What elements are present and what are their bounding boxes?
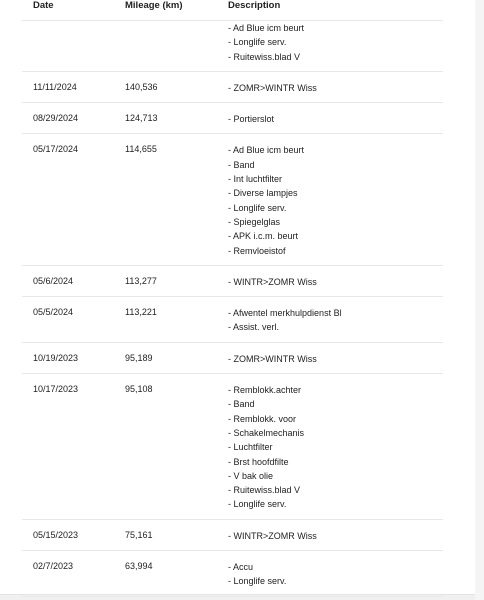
row-mileage: 114,655	[125, 144, 157, 155]
row-description-list	[228, 81, 443, 95]
description-item: - Ad Blue icm beurt	[228, 143, 443, 157]
row-description-list	[228, 112, 443, 126]
description-item: - Longlife serv.	[228, 201, 443, 215]
scrollbar[interactable]	[475, 0, 484, 600]
description-item: - Assist. verl.	[228, 320, 443, 334]
description-item: - Remblokk.achter	[228, 383, 443, 397]
row-mileage: 95,189	[125, 352, 153, 363]
row-description-list	[228, 143, 443, 257]
table-row	[22, 72, 443, 103]
description-item: - Remvloeistof	[228, 244, 443, 258]
row-mileage: 140,536	[125, 81, 158, 92]
description-item: - APK i.c.m. beurt	[228, 229, 443, 243]
description-item: - ZOMR>WINTR Wiss	[228, 81, 443, 95]
service-history-table	[22, 0, 443, 597]
description-item: - Longlife serv.	[228, 497, 443, 511]
table-header	[22, 0, 443, 21]
table-body	[22, 21, 443, 597]
row-mileage: 95,108	[125, 384, 153, 395]
row-date: 08/29/2024	[33, 113, 79, 124]
description-item: - Portierslot	[228, 112, 443, 126]
description-item: - Band	[228, 397, 443, 411]
description-item: - WINTR>ZOMR Wiss	[228, 275, 443, 289]
header-description: Description	[228, 0, 281, 11]
row-date: 10/19/2023	[33, 352, 79, 363]
description-item: - Ruitewiss.blad V	[228, 50, 443, 64]
header-date: Date	[33, 0, 54, 11]
row-date: 05/6/2024	[33, 275, 74, 286]
table-row	[22, 266, 443, 297]
description-item: - Luchtfilter	[228, 440, 443, 454]
row-date: 02/7/2023	[33, 561, 74, 572]
row-date: 05/17/2024	[33, 144, 79, 155]
row-mileage: 63,994	[125, 561, 153, 572]
description-item: - Band	[228, 158, 443, 172]
table-row	[22, 520, 443, 551]
row-description-list	[228, 383, 443, 512]
description-item: - Int luchtfilter	[228, 172, 443, 186]
table-row	[22, 374, 443, 520]
description-item: - WINTR>ZOMR Wiss	[228, 529, 443, 543]
table-row	[22, 297, 443, 343]
row-date: 05/15/2023	[33, 529, 79, 540]
row-description-list	[228, 275, 443, 289]
table-row	[22, 21, 443, 72]
description-item: - Ruitewiss.blad V	[228, 483, 443, 497]
description-item: - Afwentel merkhulpdienst Bl	[228, 306, 443, 320]
row-description-list	[228, 352, 443, 366]
table-row	[22, 343, 443, 374]
description-item: - Spiegelglas	[228, 215, 443, 229]
row-date: 11/11/2024	[33, 81, 77, 92]
row-mileage: 113,221	[125, 307, 157, 318]
description-item: - Diverse lampjes	[228, 186, 443, 200]
description-item: - Ad Blue icm beurt	[228, 21, 443, 35]
row-description-list	[228, 306, 443, 335]
description-item: - Remblokk. voor	[228, 412, 443, 426]
table-row	[22, 103, 443, 134]
description-item: - Brst hoofdfilte	[228, 455, 443, 469]
row-description-list	[228, 560, 443, 589]
description-item: - Schakelmechanis	[228, 426, 443, 440]
description-item: - Longlife serv.	[228, 35, 443, 49]
description-item: - Accu	[228, 560, 443, 574]
description-item: - ZOMR>WINTR Wiss	[228, 352, 443, 366]
row-mileage: 75,161	[125, 529, 153, 540]
table-row	[22, 134, 443, 265]
row-mileage: 124,713	[125, 113, 158, 124]
row-date: 05/5/2024	[33, 307, 74, 318]
row-description-list	[228, 21, 443, 64]
row-mileage: 113,277	[125, 275, 157, 286]
description-item: - V bak olie	[228, 469, 443, 483]
table-row	[22, 551, 443, 597]
description-item: - Longlife serv.	[228, 574, 443, 588]
row-date: 10/17/2023	[33, 384, 79, 395]
row-description-list	[228, 529, 443, 543]
header-mileage: Mileage (km)	[125, 0, 183, 11]
